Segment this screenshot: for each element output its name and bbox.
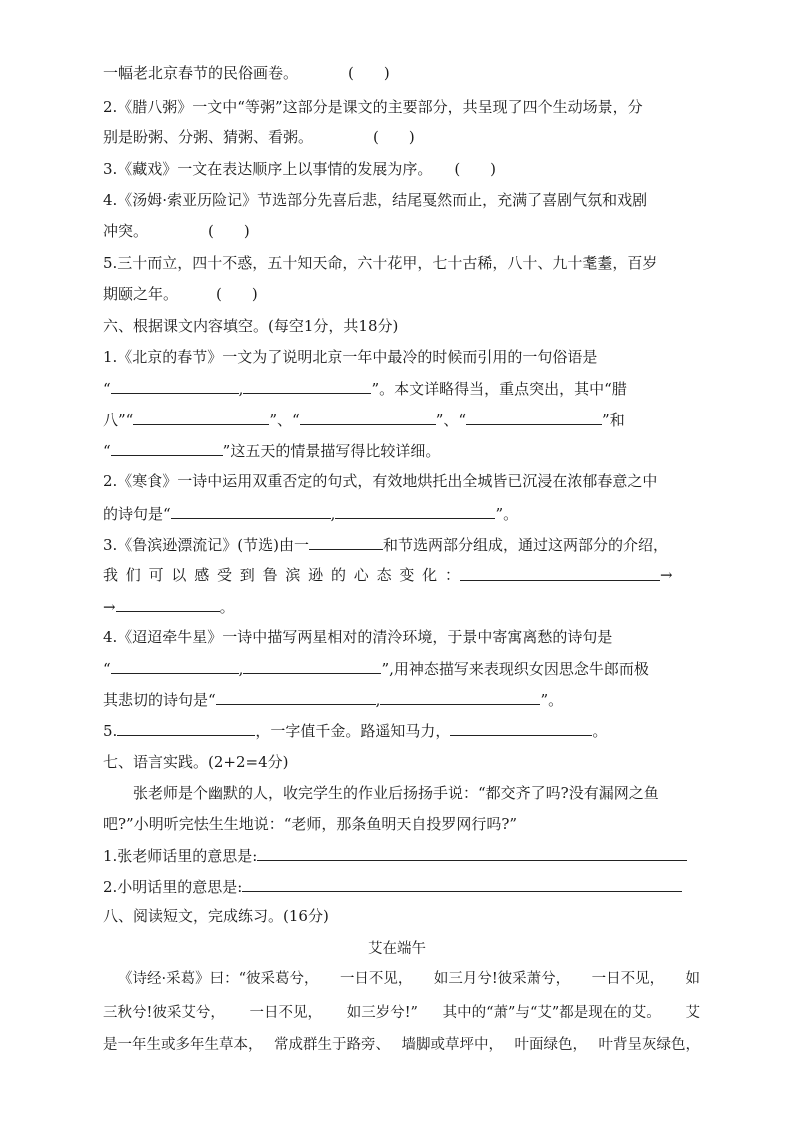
char: 变 [399, 566, 415, 584]
q4-text: ”,用神态描写来表现织女因思念牛郎而极 [381, 660, 649, 678]
separator: ”、“ [269, 411, 300, 429]
q1-text: 八”“ [103, 411, 134, 429]
char: 以 [171, 566, 187, 584]
fill-blank[interactable] [116, 596, 220, 612]
reading-line-1 [118, 969, 700, 989]
reading-segment: 一日不见， [339, 971, 413, 987]
comma: , [238, 380, 244, 398]
fill-blank[interactable] [243, 378, 371, 394]
reading-segment: 叶背呈灰绿色， [598, 1037, 700, 1053]
q4-text: ”。 [540, 691, 564, 709]
char: 受 [216, 566, 232, 584]
s6-q1-line-4 [103, 440, 440, 461]
reading-segment: 常成群生于路旁、 [274, 1037, 390, 1053]
reading-segment: 艾 [685, 1005, 700, 1021]
answer-paren[interactable]: ( ) [454, 160, 497, 178]
reading-line-3 [103, 1035, 700, 1055]
reading-segment: 是一年生或多年生草本， [103, 1037, 263, 1053]
quote-mark: “ [103, 442, 111, 460]
fill-blank[interactable] [335, 503, 495, 519]
judge-line-2: 2.《腊八粥》一文中“等粥”这部分是课文的主要部分，共呈现了四个生动场景，分 [103, 98, 643, 116]
comma: , [330, 505, 336, 523]
s7-paragraph-line-1: 张老师是个幽默的人，收完学生的作业后扬扬手说：“都交齐了吗?没有漏网之鱼 [133, 784, 659, 802]
fill-blank[interactable] [309, 534, 383, 550]
judge-line-6 [103, 221, 250, 241]
fill-blank[interactable] [300, 409, 436, 425]
s6-q3-line-2 [103, 565, 693, 585]
s6-q1-line-1: 1.《北京的春节》一文为了说明北京一年中最冷的时候而引用的一句俗语是 [103, 348, 598, 366]
s6-q4-line-1: 4.《迢迢牵牛星》一诗中描写两星相对的清泠环境，于景中寄寓离愁的诗句是 [103, 628, 613, 646]
answer-line[interactable] [242, 876, 682, 892]
q1-text: ”和 [602, 411, 625, 429]
fill-blank[interactable] [111, 378, 239, 394]
q3-text: 和节选两部分组成，通过这两部分的介绍， [383, 536, 669, 554]
judge-statement: 期颐之年。 [103, 285, 179, 303]
reading-segment: 《诗经·采葛》曰：“彼采葛兮， [118, 971, 319, 987]
fill-blank[interactable] [450, 720, 592, 736]
judge-statement: 3.《藏戏》一文在表达顺序上以事情的发展为序。 [103, 160, 433, 178]
section-8-heading: 八、阅读短文，完成练习。(16分) [103, 907, 329, 925]
s6-q1-line-3 [103, 409, 625, 430]
reading-segment: 三秋兮!彼采艾兮， [103, 1005, 225, 1021]
fill-blank[interactable] [111, 440, 223, 456]
section-7-heading: 七、语言实践。(2+2=4分) [103, 753, 289, 771]
char: ： [444, 566, 460, 584]
q3-spaced-text [103, 565, 460, 585]
comma: , [238, 660, 244, 678]
char: 到 [239, 566, 255, 584]
s6-q3-line-1 [103, 534, 668, 555]
q5-text: ，一字值千金。路遥知马力， [255, 722, 451, 740]
char: 感 [194, 566, 210, 584]
s7-q1-line [103, 845, 687, 866]
char: 们 [125, 566, 141, 584]
section-6-heading: 六、根据课文内容填空。(每空1分，共18分) [103, 317, 399, 335]
answer-paren[interactable]: ( ) [208, 222, 250, 240]
reading-segment: 其中的“萧”与“艾”都是现在的艾。 [442, 1005, 661, 1021]
s6-q4-line-2 [103, 658, 649, 679]
q5-text: 5. [103, 722, 118, 740]
arrow-icon: → [103, 598, 116, 616]
answer-paren[interactable]: ( ) [373, 128, 415, 146]
s7-q2-label: 2.小明话里的意思是: [103, 878, 243, 896]
q3-text: 。 [219, 598, 235, 616]
s7-q1-label: 1.张老师话里的意思是: [103, 847, 258, 865]
judge-statement: 别是盼粥、分粥、猜粥、看粥。 [103, 128, 314, 146]
s6-q4-line-3 [103, 689, 563, 710]
q3-text: 3.《鲁滨逊漂流记》(节选)由一 [103, 536, 310, 554]
s6-q3-line-3 [103, 596, 235, 617]
answer-line[interactable] [257, 845, 687, 861]
char: 化 [422, 566, 438, 584]
reading-segment: 墙脚或草坪中， [401, 1037, 503, 1053]
s7-paragraph-line-2: 吧?”小明听完怯生生地说：“老师，那条鱼明天自投罗网行吗?” [103, 815, 518, 833]
fill-blank[interactable] [133, 409, 269, 425]
reading-segment: 如三月兮!彼采萧兮， [433, 971, 571, 987]
char: 我 [103, 566, 119, 584]
fill-blank[interactable] [466, 409, 602, 425]
char: 鲁 [262, 566, 278, 584]
s7-q2-line [103, 876, 682, 897]
char: 的 [330, 566, 346, 584]
reading-segment: 如 [685, 971, 700, 987]
fill-blank[interactable] [117, 720, 255, 736]
judge-line-7: 5.三十而立，四十不惑，五十知天命，六十花甲，七十古稀，八十、九十耄耋，百岁 [103, 254, 658, 272]
s6-q2-line-1: 2.《寒食》一诗中运用双重否定的句式，有效地烘托出全城皆已沉浸在浓郁春意之中 [103, 472, 658, 490]
fill-blank[interactable] [111, 658, 239, 674]
q2-text: ”。 [495, 505, 519, 523]
fill-blank[interactable] [171, 503, 331, 519]
judge-line-1 [103, 63, 390, 83]
s6-q2-line-2 [103, 503, 518, 524]
comma: , [375, 691, 381, 709]
q4-text: 其悲切的诗句是“ [103, 691, 216, 709]
char: 心 [353, 566, 369, 584]
q5-text: 。 [592, 722, 608, 740]
fill-blank[interactable] [216, 689, 376, 705]
judge-line-4 [103, 159, 496, 179]
char: 可 [148, 566, 164, 584]
fill-blank[interactable] [243, 658, 381, 674]
answer-paren[interactable]: ( ) [216, 285, 258, 303]
answer-paren[interactable]: ( ) [348, 64, 390, 82]
judge-statement: 冲突。 [103, 222, 149, 240]
q2-text: 的诗句是“ [103, 505, 171, 523]
q1-text: ”这五天的情景描写得比较详细。 [222, 442, 441, 460]
reading-segment: 叶面绿色， [514, 1037, 587, 1053]
quote-mark: “ [103, 380, 111, 398]
reading-segment: 一日不见， [591, 971, 665, 987]
reading-title: 艾在端午 [368, 941, 426, 957]
reading-line-2 [103, 1003, 700, 1023]
judge-line-5: 4.《汤姆·索亚历险记》节选部分先喜后悲，结尾戛然而止，充满了喜剧气氛和戏剧 [103, 191, 648, 209]
s6-q5-line [103, 720, 607, 741]
judge-line-8 [103, 284, 258, 304]
q1-text: ”。本文详略得当，重点突出，其中“腊 [371, 380, 627, 398]
s6-q1-line-2 [103, 378, 627, 399]
reading-segment: 一日不见， [249, 1005, 323, 1021]
fill-blank[interactable] [460, 565, 660, 581]
char: 逊 [308, 566, 324, 584]
fill-blank[interactable] [380, 689, 540, 705]
char: 滨 [285, 566, 301, 584]
reading-segment: 如三岁兮!” [346, 1005, 418, 1021]
arrow-icon: → [660, 566, 673, 584]
char: 态 [376, 566, 392, 584]
judge-line-3 [103, 127, 415, 147]
separator: ”、“ [435, 411, 467, 429]
quote-mark: “ [103, 660, 111, 678]
judge-statement: 一幅老北京春节的民俗画卷。 [103, 64, 299, 82]
